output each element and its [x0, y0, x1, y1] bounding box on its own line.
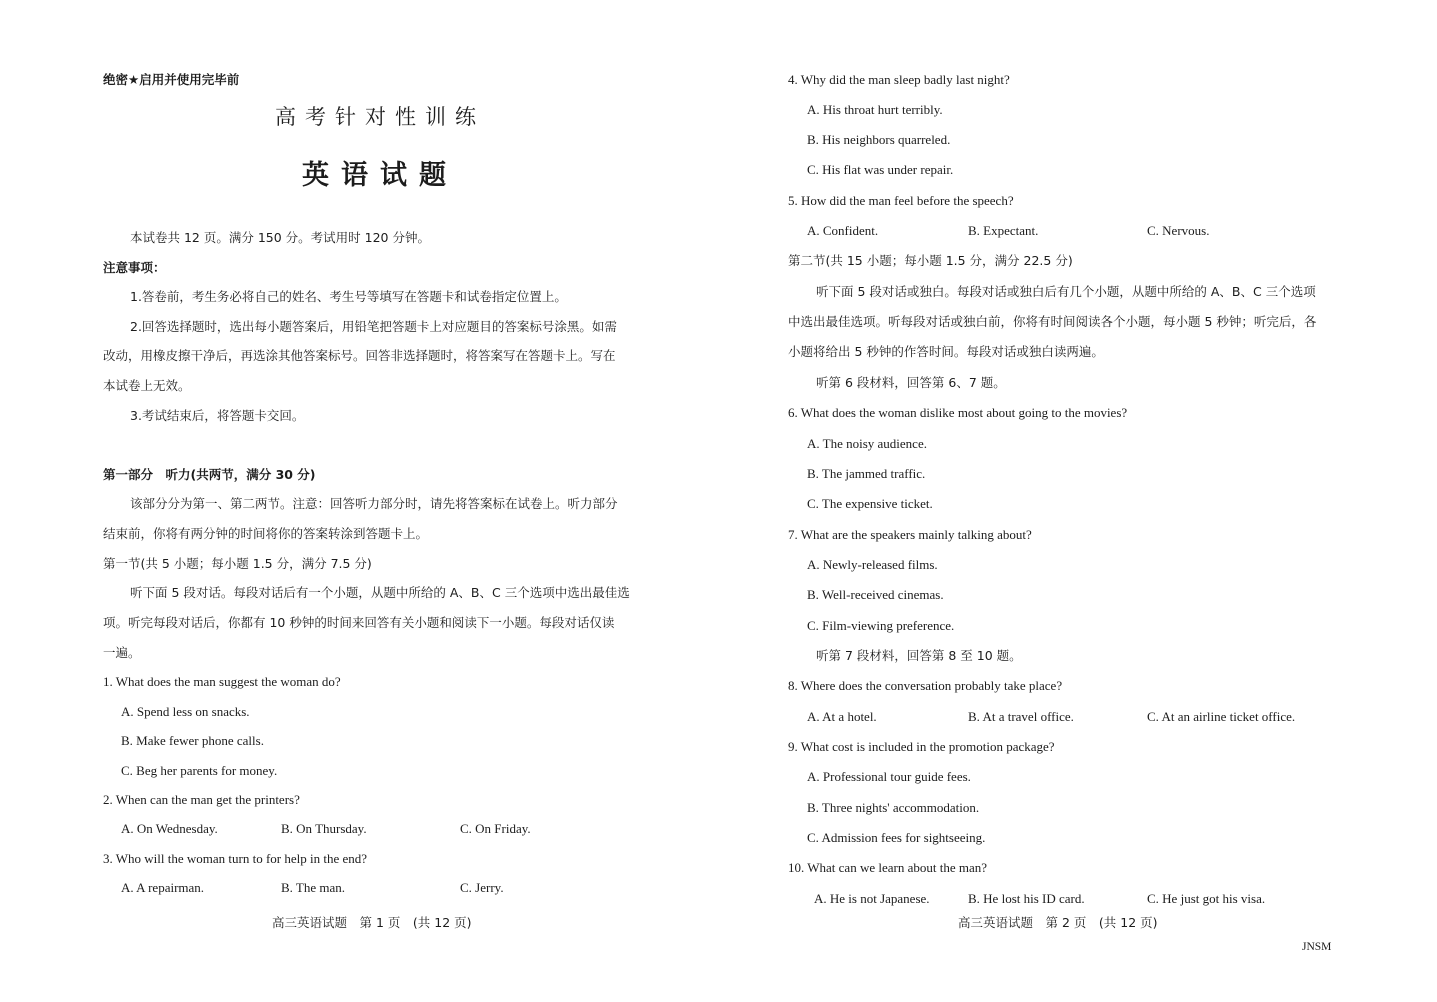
- q2-option-a: A. On Wednesday.: [121, 821, 218, 836]
- section2-desc-line: 小题将给出 5 秒钟的作答时间。每段对话或独白读两遍。: [788, 344, 1104, 359]
- q9-option-b: B. Three nights' accommodation.: [807, 800, 980, 815]
- q5-option-a: A. Confident.: [807, 223, 879, 238]
- q6-option-a: A. The noisy audience.: [807, 436, 927, 451]
- question-3: 3. Who will the woman turn to for help in the end?: [103, 851, 368, 866]
- note-line: 2.回答选择题时，选出每小题答案后，用铅笔把答题卡上对应题目的答案标号涂黑。如需: [130, 319, 617, 334]
- section1-desc-line: 一遍。: [103, 645, 141, 660]
- page-footer: 高三英语试题 第 2 页 (共 12 页): [958, 915, 1158, 930]
- q6-option-b: B. The jammed traffic.: [807, 466, 926, 481]
- q8-option-c: C. At an airline ticket office.: [1147, 709, 1296, 724]
- part1-heading: 第一部分 听力(共两节，满分 30 分): [103, 467, 316, 482]
- section1-desc-line: 项。听完每段对话后，你都有 10 秒钟的时间来回答有关小题和阅读下一小题。每段对话仅读: [103, 615, 615, 630]
- exam-page-2: [718, 0, 1437, 1002]
- intro-text: 本试卷共 12 页。满分 150 分。考试用时 120 分钟。: [130, 230, 430, 245]
- question-8: 8. Where does the conversation probably take place?: [788, 678, 1063, 693]
- q4-option-b: B. His neighbors quarreled.: [807, 132, 951, 147]
- confidential-label: 绝密★启用并使用完毕前: [103, 72, 240, 87]
- part1-desc-line: 该部分分为第一、第二两节。注意：回答听力部分时，请先将答案标在试卷上。听力部分: [130, 496, 618, 511]
- q4-option-a: A. His throat hurt terribly.: [807, 102, 943, 117]
- note-line: 本试卷上无效。: [103, 378, 191, 393]
- exam-title: 高考针对性训练: [275, 105, 485, 129]
- q9-option-c: C. Admission fees for sightseeing.: [807, 830, 986, 845]
- q10-option-b: B. He lost his ID card.: [968, 891, 1085, 906]
- subject-title: 英语试题: [302, 160, 458, 191]
- section2-desc-line: 听下面 5 段对话或独白。每段对话或独白后有几个小题，从题中所给的 A、B、C 三个选项: [816, 284, 1316, 299]
- question-6: 6. What does the woman dislike most about going to the movies?: [788, 405, 1128, 420]
- q3-option-a: A. A repairman.: [121, 880, 205, 895]
- question-2: 2. When can the man get the printers?: [103, 792, 300, 807]
- section2-desc-line: 中选出最佳选项。听每段对话或独白前，你将有时间阅读各个小题，每小题 5 秒钟；听完后，各: [788, 314, 1317, 329]
- question-5: 5. How did the man feel before the speech?: [788, 193, 1014, 208]
- q7-option-a: A. Newly-released films.: [807, 557, 938, 572]
- q8-option-a: A. At a hotel.: [807, 709, 877, 724]
- material-6-instruction: 听第 6 段材料，回答第 6、7 题。: [816, 375, 1006, 390]
- notes-heading: 注意事项：: [103, 260, 166, 275]
- q4-option-c: C. His flat was under repair.: [807, 162, 954, 177]
- q3-option-c: C. Jerry.: [460, 880, 504, 895]
- q1-option-a: A. Spend less on snacks.: [121, 704, 250, 719]
- q1-option-c: C. Beg her parents for money.: [121, 763, 278, 778]
- note-line: 3.考试结束后，将答题卡交回。: [130, 408, 305, 423]
- q10-option-a: A. He is not Japanese.: [814, 891, 930, 906]
- q3-option-b: B. The man.: [281, 880, 346, 895]
- q10-option-c: C. He just got his visa.: [1147, 891, 1266, 906]
- q7-option-c: C. Film-viewing preference.: [807, 618, 955, 633]
- q2-option-c: C. On Friday.: [460, 821, 531, 836]
- q5-option-c: C. Nervous.: [1147, 223, 1210, 238]
- question-4: 4. Why did the man sleep badly last night?: [788, 72, 1010, 87]
- q7-option-b: B. Well-received cinemas.: [807, 587, 944, 602]
- material-7-instruction: 听第 7 段材料，回答第 8 至 10 题。: [816, 648, 1022, 663]
- q9-option-a: A. Professional tour guide fees.: [807, 769, 971, 784]
- q8-option-b: B. At a travel office.: [968, 709, 1074, 724]
- page-footer: 高三英语试题 第 1 页 (共 12 页): [272, 915, 472, 930]
- q2-option-b: B. On Thursday.: [281, 821, 367, 836]
- q1-option-b: B. Make fewer phone calls.: [121, 733, 264, 748]
- section1-heading: 第一节(共 5 小题；每小题 1.5 分，满分 7.5 分): [103, 556, 372, 571]
- q6-option-c: C. The expensive ticket.: [807, 496, 933, 511]
- section2-heading: 第二节(共 15 小题；每小题 1.5 分，满分 22.5 分): [788, 253, 1073, 268]
- question-7: 7. What are the speakers mainly talking about?: [788, 527, 1032, 542]
- note-line: 改动，用橡皮擦干净后，再选涂其他答案标号。回答非选择题时，将答案写在答题卡上。写在: [103, 348, 616, 363]
- q5-option-b: B. Expectant.: [968, 223, 1039, 238]
- note-line: 1.答卷前，考生务必将自己的姓名、考生号等填写在答题卡和试卷指定位置上。: [130, 289, 567, 304]
- section1-desc-line: 听下面 5 段对话。每段对话后有一个小题，从题中所给的 A、B、C 三个选项中选出最佳选: [130, 585, 630, 600]
- question-1: 1. What does the man suggest the woman do?: [103, 674, 341, 689]
- exam-page-1: [0, 0, 718, 1002]
- exam-code: JNSM: [1302, 941, 1332, 953]
- question-9: 9. What cost is included in the promotion package?: [788, 739, 1055, 754]
- part1-desc-line: 结束前，你将有两分钟的时间将你的答案转涂到答题卡上。: [103, 526, 429, 541]
- question-10: 10. What can we learn about the man?: [788, 860, 988, 875]
